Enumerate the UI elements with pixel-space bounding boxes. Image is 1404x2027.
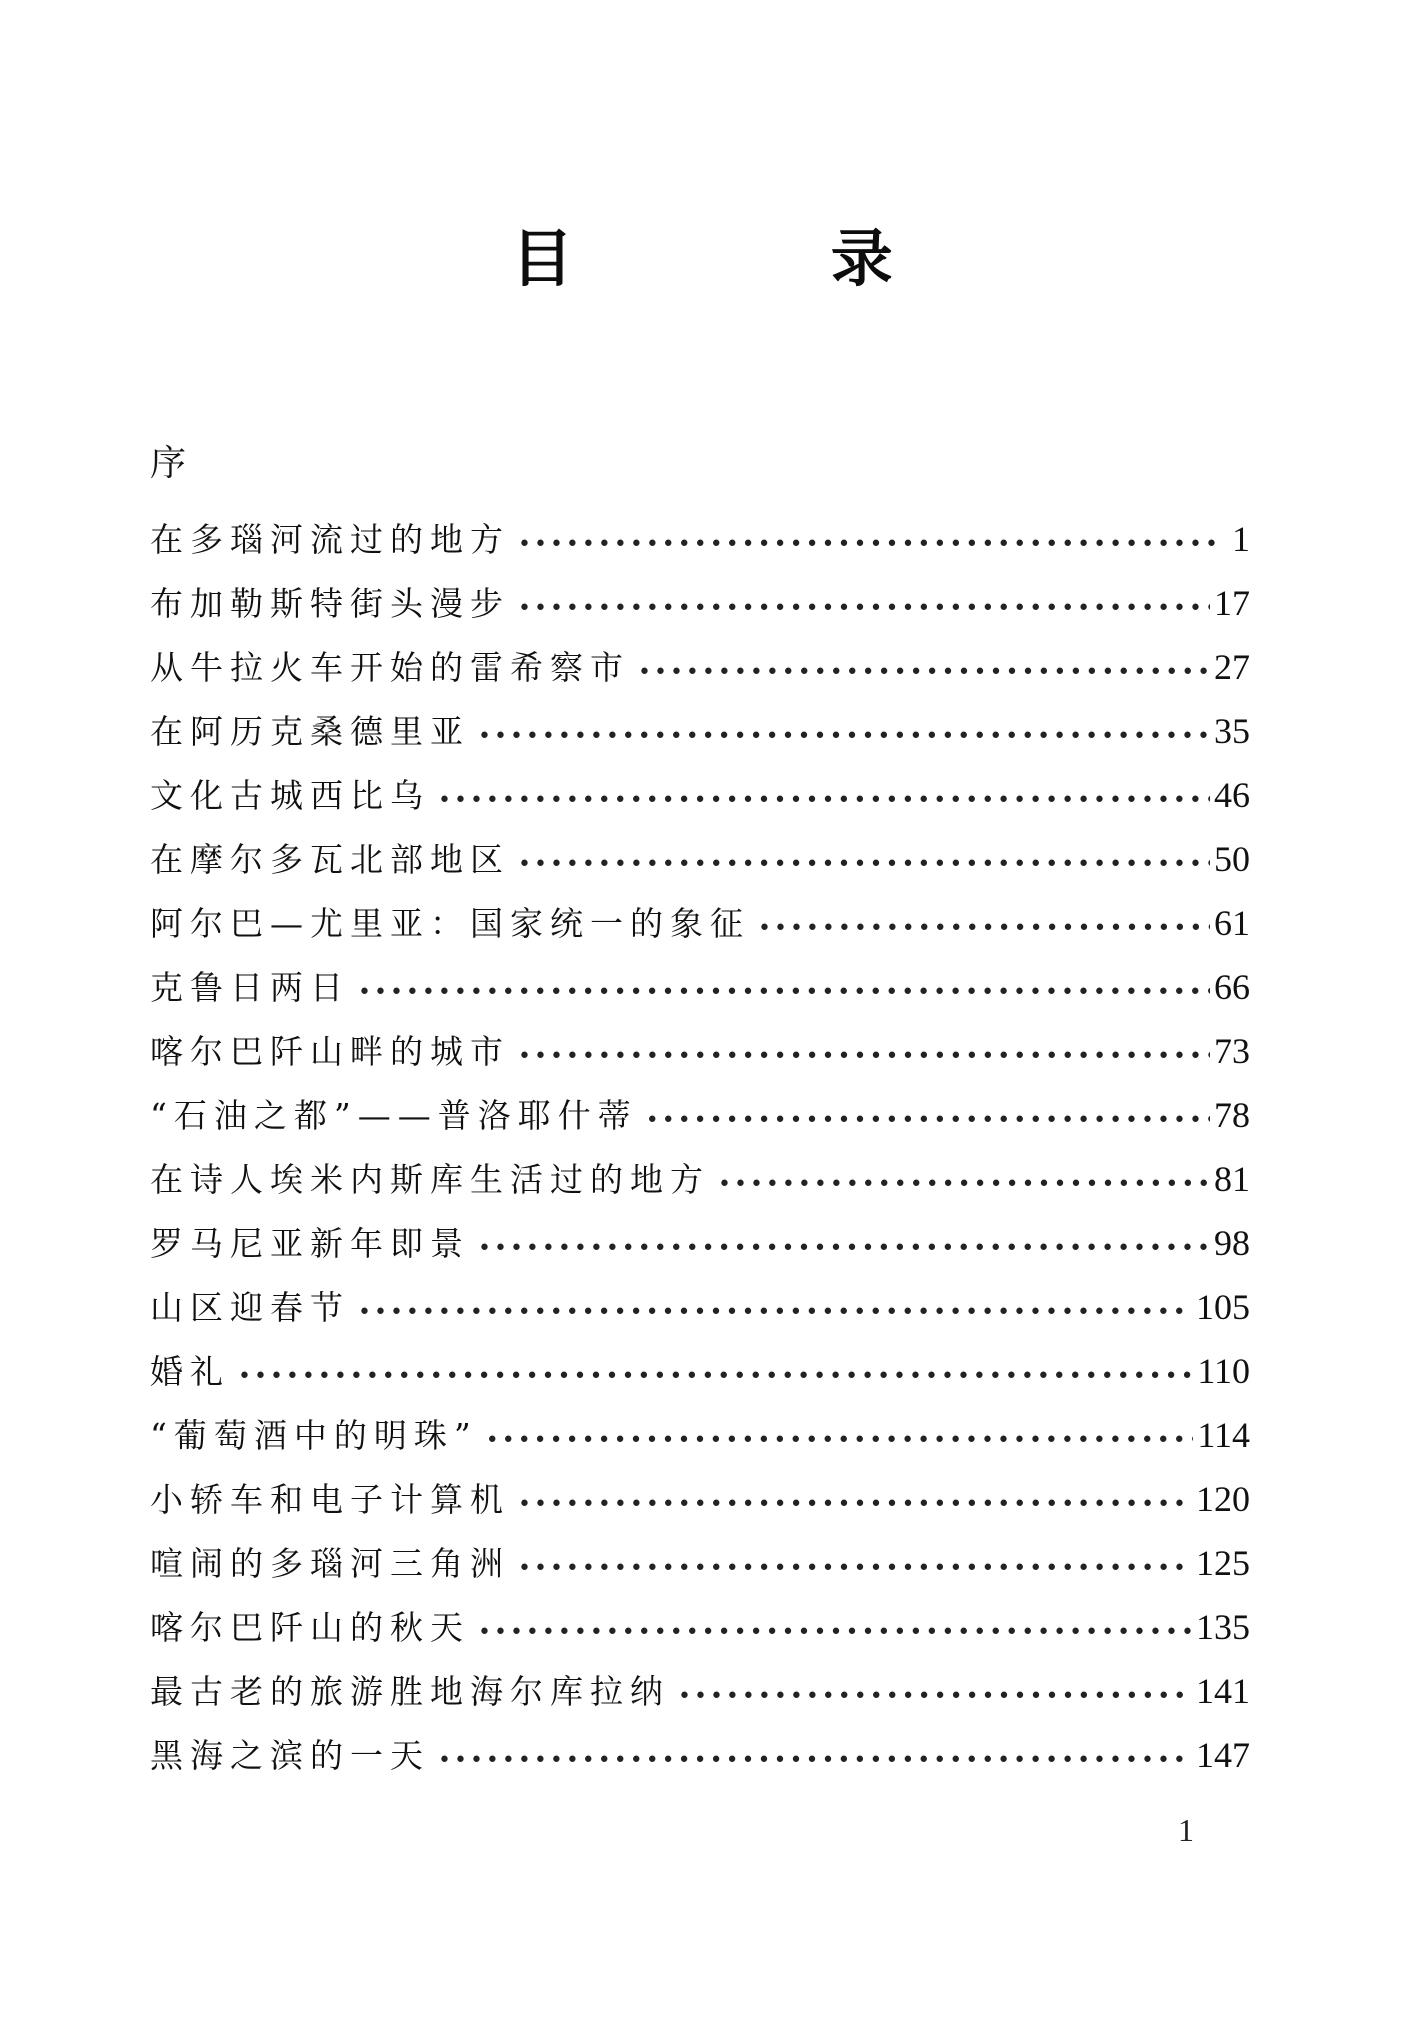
entry-page-number: 27 (1214, 647, 1250, 687)
dot-leader (518, 577, 1210, 641)
entry-title: 在多瑙河流过的地方 (150, 520, 510, 559)
entry-title: 在阿历克桑德里亚 (150, 712, 470, 751)
entry-title: 从牛拉火车开始的雷希察市 (150, 648, 630, 687)
entry-title: “石油之都”——普洛耶什蒂 (150, 1096, 638, 1135)
toc-entry[interactable] (150, 1083, 1250, 1147)
dot-leader (438, 1729, 1192, 1793)
entry-title: 阿尔巴—尤里亚：国家统一的象征 (150, 904, 750, 943)
entry-page-number: 147 (1196, 1735, 1250, 1775)
dot-leader (358, 961, 1210, 1025)
entry-page-number: 105 (1196, 1287, 1250, 1327)
toc-entry[interactable] (150, 1467, 1250, 1531)
toc-entry[interactable] (150, 827, 1250, 891)
dot-leader (638, 641, 1210, 705)
toc-entry[interactable] (150, 1019, 1250, 1083)
toc-entry[interactable] (150, 1531, 1250, 1595)
dot-leader (478, 1217, 1210, 1281)
dot-leader (486, 1409, 1194, 1473)
entry-title: 喀尔巴阡山畔的城市 (150, 1032, 510, 1071)
entry-title: 在摩尔多瓦北部地区 (150, 840, 510, 879)
entry-title: 婚礼 (150, 1352, 230, 1391)
entry-page-number: 98 (1214, 1223, 1250, 1263)
toc-entry[interactable] (150, 1659, 1250, 1723)
entry-title: 在诗人埃米内斯库生活过的地方 (150, 1160, 710, 1199)
dot-leader (518, 833, 1210, 897)
toc-entry[interactable] (150, 699, 1250, 763)
dot-leader (518, 1025, 1210, 1089)
entry-title: 喀尔巴阡山的秋天 (150, 1608, 470, 1647)
toc-entry[interactable] (150, 955, 1250, 1019)
toc-entry[interactable] (150, 635, 1250, 699)
toc-entry[interactable] (150, 763, 1250, 827)
toc-entry[interactable] (150, 507, 1250, 571)
entry-page-number: 73 (1214, 1031, 1250, 1071)
entry-page-number: 135 (1196, 1607, 1250, 1647)
toc-entry[interactable] (150, 1723, 1250, 1787)
dot-leader (478, 705, 1210, 769)
entry-page-number: 78 (1214, 1095, 1250, 1135)
entry-page-number: 66 (1214, 967, 1250, 1007)
toc-entry[interactable] (150, 1339, 1250, 1403)
toc-entry[interactable] (150, 1147, 1250, 1211)
toc-entry[interactable] (150, 1595, 1250, 1659)
dot-leader (678, 1665, 1192, 1729)
entry-page-number: 1 (1232, 519, 1250, 559)
entry-page-number: 50 (1214, 839, 1250, 879)
entry-title: “葡萄酒中的明珠” (150, 1416, 478, 1455)
dot-leader (518, 1473, 1192, 1537)
dot-leader (238, 1345, 1193, 1409)
entry-page-number: 17 (1214, 583, 1250, 623)
entry-page-number: 114 (1197, 1415, 1250, 1455)
entry-page-number: 141 (1196, 1671, 1250, 1711)
entry-page-number: 61 (1214, 903, 1250, 943)
entry-title: 文化古城西比乌 (150, 776, 430, 815)
entry-title: 罗马尼亚新年即景 (150, 1224, 470, 1263)
table-of-contents (150, 507, 1250, 1787)
page-number: 1 (1178, 1812, 1194, 1848)
dot-leader (518, 1537, 1192, 1601)
dot-leader (438, 769, 1210, 833)
toc-entry[interactable] (150, 571, 1250, 635)
entry-page-number: 110 (1197, 1351, 1250, 1391)
entry-page-number: 46 (1214, 775, 1250, 815)
entry-title: 最古老的旅游胜地海尔库拉纳 (150, 1672, 670, 1711)
entry-title: 小轿车和电子计算机 (150, 1480, 510, 1519)
toc-entry[interactable] (150, 1211, 1250, 1275)
toc-entry[interactable] (150, 1275, 1250, 1339)
toc-title: 目 录 (511, 222, 1011, 295)
dot-leader (758, 897, 1210, 961)
entry-page-number: 81 (1214, 1159, 1250, 1199)
entry-page-number: 125 (1196, 1543, 1250, 1583)
entry-title: 布加勒斯特街头漫步 (150, 584, 510, 623)
toc-entry[interactable] (150, 1403, 1250, 1467)
entry-title: 喧闹的多瑙河三角洲 (150, 1544, 510, 1583)
dot-leader (646, 1089, 1210, 1153)
entry-page-number: 120 (1196, 1479, 1250, 1519)
dot-leader (518, 513, 1216, 577)
entry-page-number: 35 (1214, 711, 1250, 751)
preface-label: 序 (150, 443, 187, 484)
dot-leader (718, 1153, 1210, 1217)
entry-title: 克鲁日两日 (150, 968, 350, 1007)
toc-entry[interactable] (150, 891, 1250, 955)
dot-leader (358, 1281, 1192, 1345)
entry-title: 山区迎春节 (150, 1288, 350, 1327)
entry-title: 黑海之滨的一天 (150, 1736, 430, 1775)
dot-leader (478, 1601, 1192, 1665)
